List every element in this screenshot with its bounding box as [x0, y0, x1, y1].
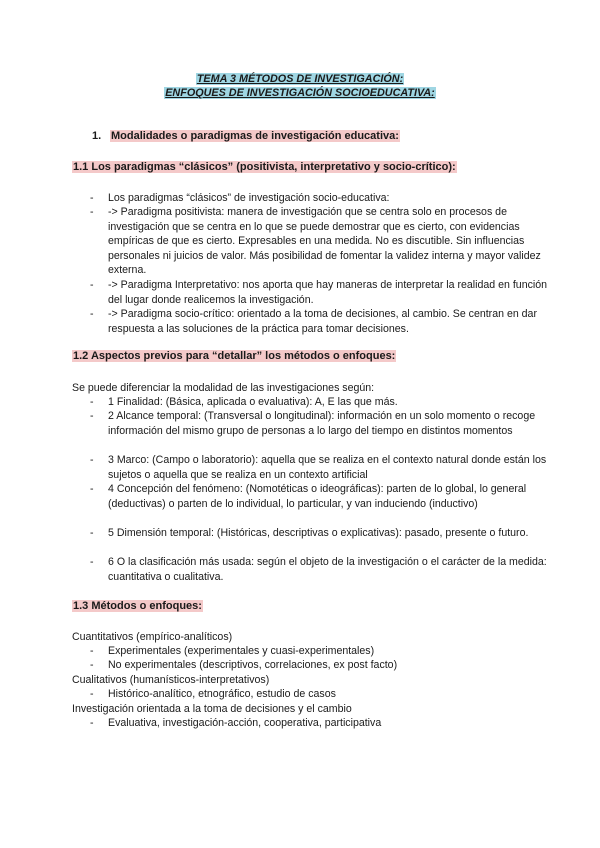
list-item-text: 3 Marco: (Campo o laboratorio): aquella que se realiza en el contexto natural donde están los sujetos o aquella que se realiza en un contexto artificial [108, 454, 547, 481]
section-1-2-heading [72, 350, 396, 362]
bullet-dash: - [90, 308, 94, 320]
list-item-text: -> Paradigma socio-crítico: orientado a la toma de decisiones, al cambio. Se centran en dar respuesta a las soluciones de la práctica para tomar decisiones. [108, 308, 537, 335]
bullet-dash: - [90, 527, 94, 539]
title-line1-text: TEMA 3 MÉTODOS DE INVESTIGACIÓN: [196, 73, 404, 85]
section-1-1-heading-text: 1.1 Los paradigmas “clásicos” (positivista, interpretativo y socio-crítico): [73, 161, 456, 173]
list-item [90, 716, 560, 731]
list-item [90, 307, 560, 336]
list-item [90, 658, 560, 673]
list-item [90, 395, 560, 410]
list-item [90, 482, 560, 511]
list-item [90, 526, 560, 541]
list-item-text: 6 O la clasificación más usada: según el objeto de la investigación o el carácter de la medida: cuantitativa o cualitativa. [108, 556, 547, 583]
bullet-dash: - [90, 454, 94, 466]
bullet-dash: - [90, 556, 94, 568]
list-item-text: 1 Finalidad: (Básica, aplicada o evaluativa): A, E las que más. [108, 396, 398, 408]
list-item [90, 687, 560, 702]
list-item-text: 4 Concepción del fenómeno: (Nomotéticas o ideográficas): parten de lo global, lo general (deductivas) o parten de lo individual, lo particular, y van induciendo (inductivo) [108, 483, 527, 510]
bullet-dash: - [90, 645, 94, 657]
bullet-dash: - [90, 688, 94, 700]
document-title-line1 [0, 72, 600, 86]
section-1-3-heading-text: 1.3 Métodos o enfoques: [73, 600, 202, 612]
section-1-2-heading-text: 1.2 Aspectos previos para “detallar” los métodos o enfoques: [73, 350, 396, 362]
bullet-dash: - [90, 483, 94, 495]
title-line2-text: ENFOQUES DE INVESTIGACIÓN SOCIOEDUCATIVA: [165, 87, 435, 99]
list-item [90, 409, 560, 438]
section-1-heading-text: Modalidades o paradigmas de investigación educativa: [111, 130, 399, 142]
list-item-text: 5 Dimensión temporal: (Históricas, descriptivas o explicativas): pasado, presente o futuro. [108, 527, 529, 539]
section-1-3-heading [72, 600, 203, 612]
list-item-text: 2 Alcance temporal: (Transversal o longitudinal): información en un solo momento o recoge información del mismo grupo de personas a lo largo del tiempo en distintos momentos [108, 410, 536, 437]
section-1-2-intro: Se puede diferenciar la modalidad de las investigaciones según: [72, 382, 375, 394]
bullet-dash: - [90, 192, 94, 204]
section-1-1-heading [72, 161, 457, 173]
group-label: Investigación orientada a la toma de decisiones y el cambio [72, 703, 352, 715]
list-item [90, 191, 560, 206]
section-1-number: 1. [92, 130, 102, 142]
list-item-text: Los paradigmas “clásicos” de investigación socio-educativa: [108, 192, 390, 204]
bullet-dash: - [90, 410, 94, 422]
bullet-dash: - [90, 717, 94, 729]
list-item [90, 555, 560, 584]
list-item-text: No experimentales (descriptivos, correlaciones, ex post facto) [108, 659, 398, 671]
bullet-dash: - [90, 279, 94, 291]
list-item-text: -> Paradigma positivista: manera de investigación que se centra solo en procesos de investigación que se centra en lo que se puede demostrar que es cierto, con evidencias empíricas de que es cierto. Expresables en una medida. No es discutible. Sin influencias personales ni juicios de valor. Más posibilidad de fomentar la validez interna y mayor validez externa. [108, 206, 541, 276]
list-item [90, 278, 560, 307]
list-item [90, 644, 560, 659]
list-item [90, 453, 560, 482]
group-label: Cualitativos (humanísticos-interpretativos) [72, 674, 270, 686]
bullet-dash: - [90, 659, 94, 671]
list-item [90, 205, 560, 278]
document-title-line2 [0, 86, 600, 100]
list-item-text: Histórico-analítico, etnográfico, estudio de casos [108, 688, 336, 700]
bullet-dash: - [90, 396, 94, 408]
list-item-text: -> Paradigma Interpretativo: nos aporta que hay maneras de interpretar la realidad en función del lugar donde realicemos la investigación. [108, 279, 548, 306]
list-item-text: Experimentales (experimentales y cuasi-experimentales) [108, 645, 375, 657]
bullet-dash: - [90, 206, 94, 218]
section-1-heading [92, 130, 400, 142]
list-item-text: Evaluativa, investigación-acción, cooperativa, participativa [108, 717, 382, 729]
group-label: Cuantitativos (empírico-analíticos) [72, 631, 233, 643]
